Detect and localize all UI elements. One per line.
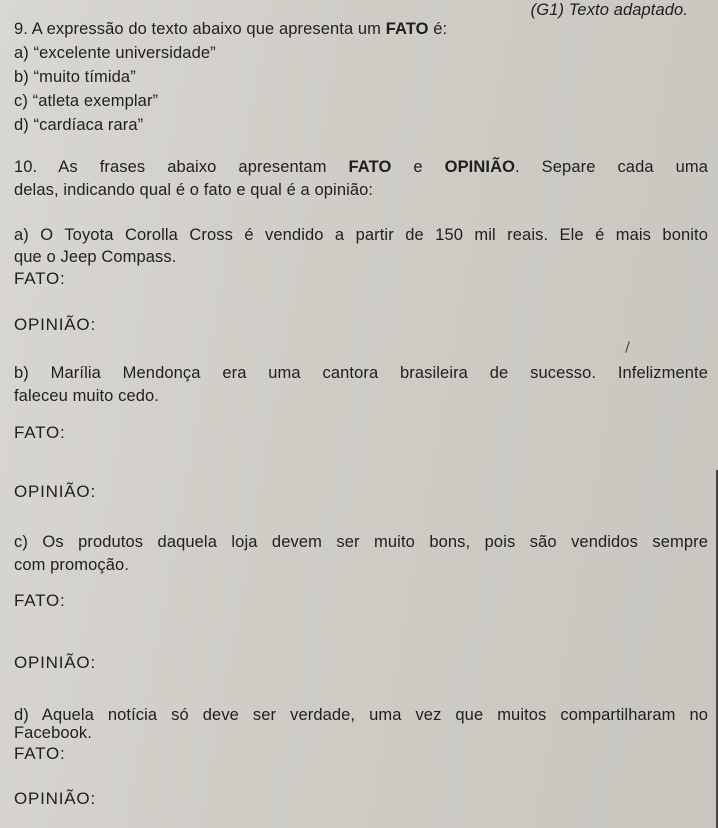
q10-item-a-line2: que o Jeep Compass. xyxy=(14,248,177,266)
q10-item-c-line2: com promoção. xyxy=(14,556,130,574)
pen-mark xyxy=(625,341,630,353)
q10-item-b-line2: faleceu muito cedo. xyxy=(14,387,159,405)
q10-item-a-opiniao-label: OPINIÃO: xyxy=(14,315,96,334)
source-note: (G1) Texto adaptado. xyxy=(530,1,688,19)
q10-item-d-fato-label: FATO: xyxy=(14,744,66,763)
q10-stem-line2: delas, indicando qual é o fato e qual é a opinião: xyxy=(14,181,374,199)
q10-item-a-line1: a) O Toyota Corolla Cross é vendido a partir de 150 mil reais. Ele é mais bonito xyxy=(14,226,708,244)
q9-option-b: b) “muito tímida” xyxy=(14,68,136,86)
q10-item-d-line1: d) Aquela notícia só deve ser verdade, uma vez que muitos compartilharam no xyxy=(14,706,708,724)
q10-stem-before: 10. As frases abaixo apresentam xyxy=(14,158,349,176)
q10-stem-mid: e xyxy=(391,158,445,176)
q10-item-a-fato-label: FATO: xyxy=(14,269,66,288)
q10-item-c-fato-label: FATO: xyxy=(14,591,66,610)
q10-item-c-opiniao-label: OPINIÃO: xyxy=(14,653,96,672)
q9-stem-before: 9. A expressão do texto abaixo que apresenta um xyxy=(14,20,386,38)
q10-item-c-line1: c) Os produtos daquela loja devem ser muito bons, pois são vendidos sempre xyxy=(14,533,708,551)
q9-option-d: d) “cardíaca rara” xyxy=(14,116,144,134)
q10-item-d-opiniao-label: OPINIÃO: xyxy=(14,789,96,808)
q10-stem-line1 xyxy=(14,157,708,177)
q10-bold-fato: FATO xyxy=(348,158,392,176)
q10-item-b-opiniao-label: OPINIÃO: xyxy=(14,482,96,501)
q10-bold-opiniao: OPINIÃO xyxy=(444,158,516,176)
q10-item-b-line1: b) Marília Mendonça era uma cantora brasileira de sucesso. Infelizmente xyxy=(14,364,708,382)
q9-option-a: a) “excelente universidade” xyxy=(14,44,216,62)
q9-stem-bold: FATO xyxy=(385,20,429,38)
q9-stem xyxy=(14,19,447,39)
q10-stem-after: . Separe cada uma xyxy=(515,158,708,176)
q9-stem-after: é: xyxy=(428,20,448,38)
q10-item-b-fato-label: FATO: xyxy=(14,423,66,442)
q10-item-d-line2: Facebook. xyxy=(14,724,92,742)
q9-option-c: c) “atleta exemplar” xyxy=(14,92,159,110)
